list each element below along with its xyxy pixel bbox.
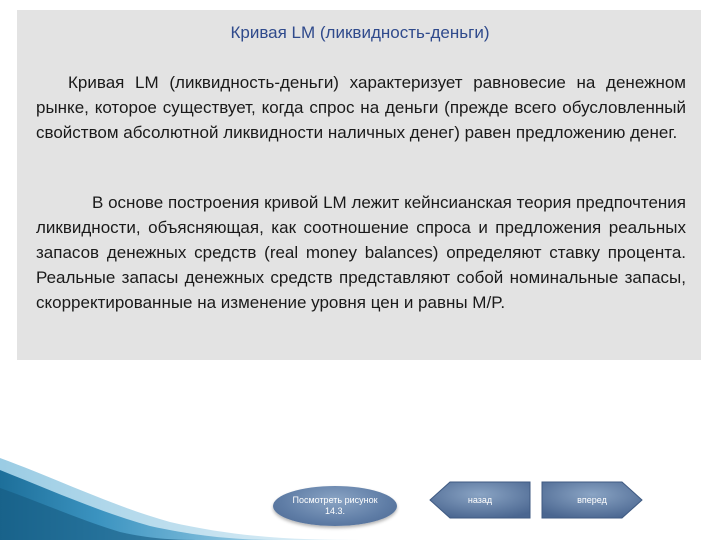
back-button[interactable] (428, 480, 532, 520)
view-figure-button[interactable] (273, 486, 397, 526)
back-label: назад (467, 495, 493, 505)
paragraph-lm-definition: Кривая LM (ликвидность-деньги) характеризует равновесие на денежном рынке, которое существует, когда спрос на деньги (прежде всего обусловленный свойством абсолютной ликвидности наличных денег) равен предложению денег. (36, 73, 686, 142)
slide-title: Кривая LM (ликвидность-деньги) (230, 23, 490, 42)
paragraph-keynesian-theory: В основе построения кривой LM лежит кейнсианская теория предпочтения ликвидности, объясняющая, как соотношение спроса и предложения реальных запасов денежных средств (real money balances) определяют ставку процента. Реальные запасы денежных средств представляют собой номинальные запасы, скорректированные на изменение уровня цен и равны M/P. (36, 193, 686, 312)
view-figure-label: Посмотреть рисунок 14.3. (292, 495, 378, 516)
forward-label: вперед (577, 495, 607, 505)
forward-button[interactable] (540, 480, 644, 520)
